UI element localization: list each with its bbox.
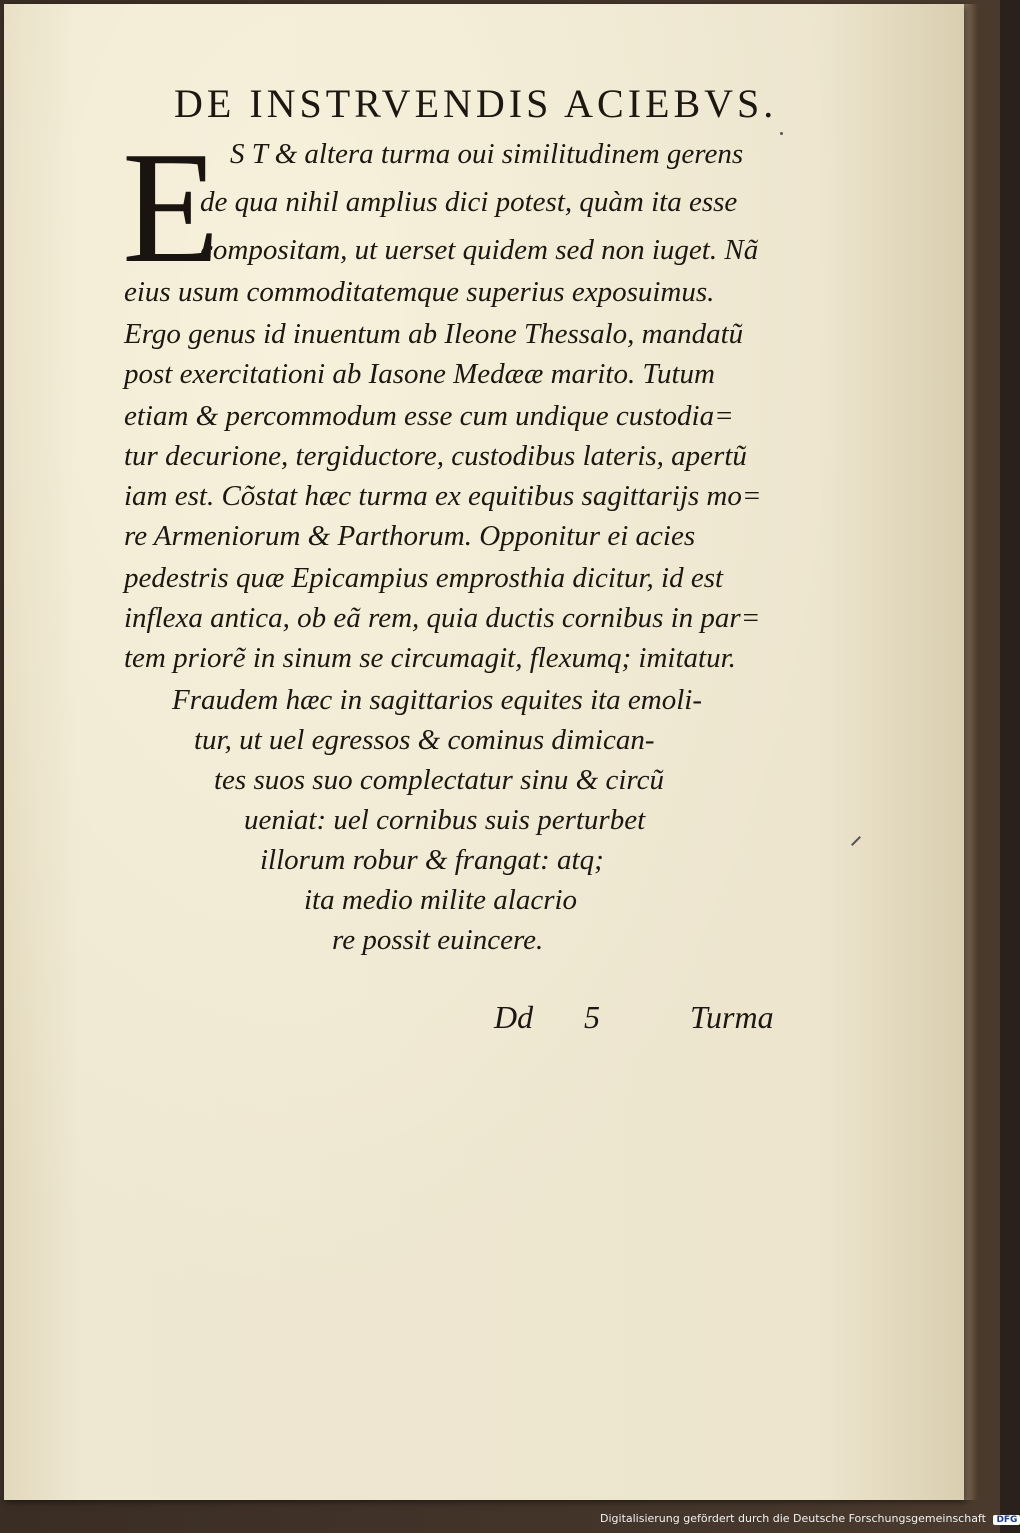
text-line: de qua nihil amplius dici potest, quàm ita esse xyxy=(200,186,738,218)
text-line: pedestris quæ Epicampius emprosthia dicitur, id est xyxy=(124,562,724,594)
text-line: eius usum commoditatemque superius exposuimus. xyxy=(124,276,715,308)
digitization-footer xyxy=(600,1512,1018,1530)
text-line: ita medio milite alacrio xyxy=(304,884,578,916)
text-line: tem priorẽ in sinum se circumagit, flexumq; imitatur. xyxy=(124,642,736,674)
footer-text: Digitalisierung gefördert durch die Deutsche Forschungsgemeinschaft xyxy=(600,1512,986,1525)
text-line: compositam, ut uerset quidem sed non iuget. Nã xyxy=(200,234,759,266)
text-line: iam est. Cõstat hæc turma ex equitibus sagittarijs mo= xyxy=(124,480,762,512)
text-line: illorum robur & frangat: atq; xyxy=(260,844,604,876)
running-head: DE INSTRVENDIS ACIEBVS. xyxy=(174,81,778,126)
page-edge xyxy=(964,4,978,1500)
text-line: tur decurione, tergiductore, custodibus lateris, apertũ xyxy=(124,440,747,472)
text-line: re possit euincere. xyxy=(332,924,544,956)
text-line: tes suos suo complectatur sinu & circũ xyxy=(214,764,664,796)
text-line: Fraudem hæc in sagittarios equites ita emoli- xyxy=(172,684,703,716)
text-line: post exercitationi ab Iasone Medææ marito. Tutum xyxy=(124,358,715,390)
text-line: inflexa antica, ob eã rem, quia ductis cornibus in par= xyxy=(124,602,761,634)
dfg-logo: DFG xyxy=(993,1515,1020,1525)
stray-dot xyxy=(780,132,783,135)
text-line: re Armeniorum & Parthorum. Opponitur ei acies xyxy=(124,520,696,552)
text-line: etiam & percommodum esse cum undique custodia= xyxy=(124,400,734,432)
stray-mark xyxy=(851,836,861,846)
signature-mark: Dd xyxy=(494,999,534,1035)
text-line: tur, ut uel egressos & cominus dimican- xyxy=(194,724,655,756)
drop-cap: E xyxy=(122,118,220,296)
text-line: Ergo genus id inuentum ab Ileone Thessalo, mandatũ xyxy=(124,318,744,350)
signature-number: 5 xyxy=(584,999,600,1035)
text-line: S T & altera turma oui similitudinem gerens xyxy=(230,138,744,170)
book-page xyxy=(4,4,964,1500)
text-line: ueniat: uel cornibus suis perturbet xyxy=(244,804,646,836)
catchword: Turma xyxy=(690,999,774,1035)
